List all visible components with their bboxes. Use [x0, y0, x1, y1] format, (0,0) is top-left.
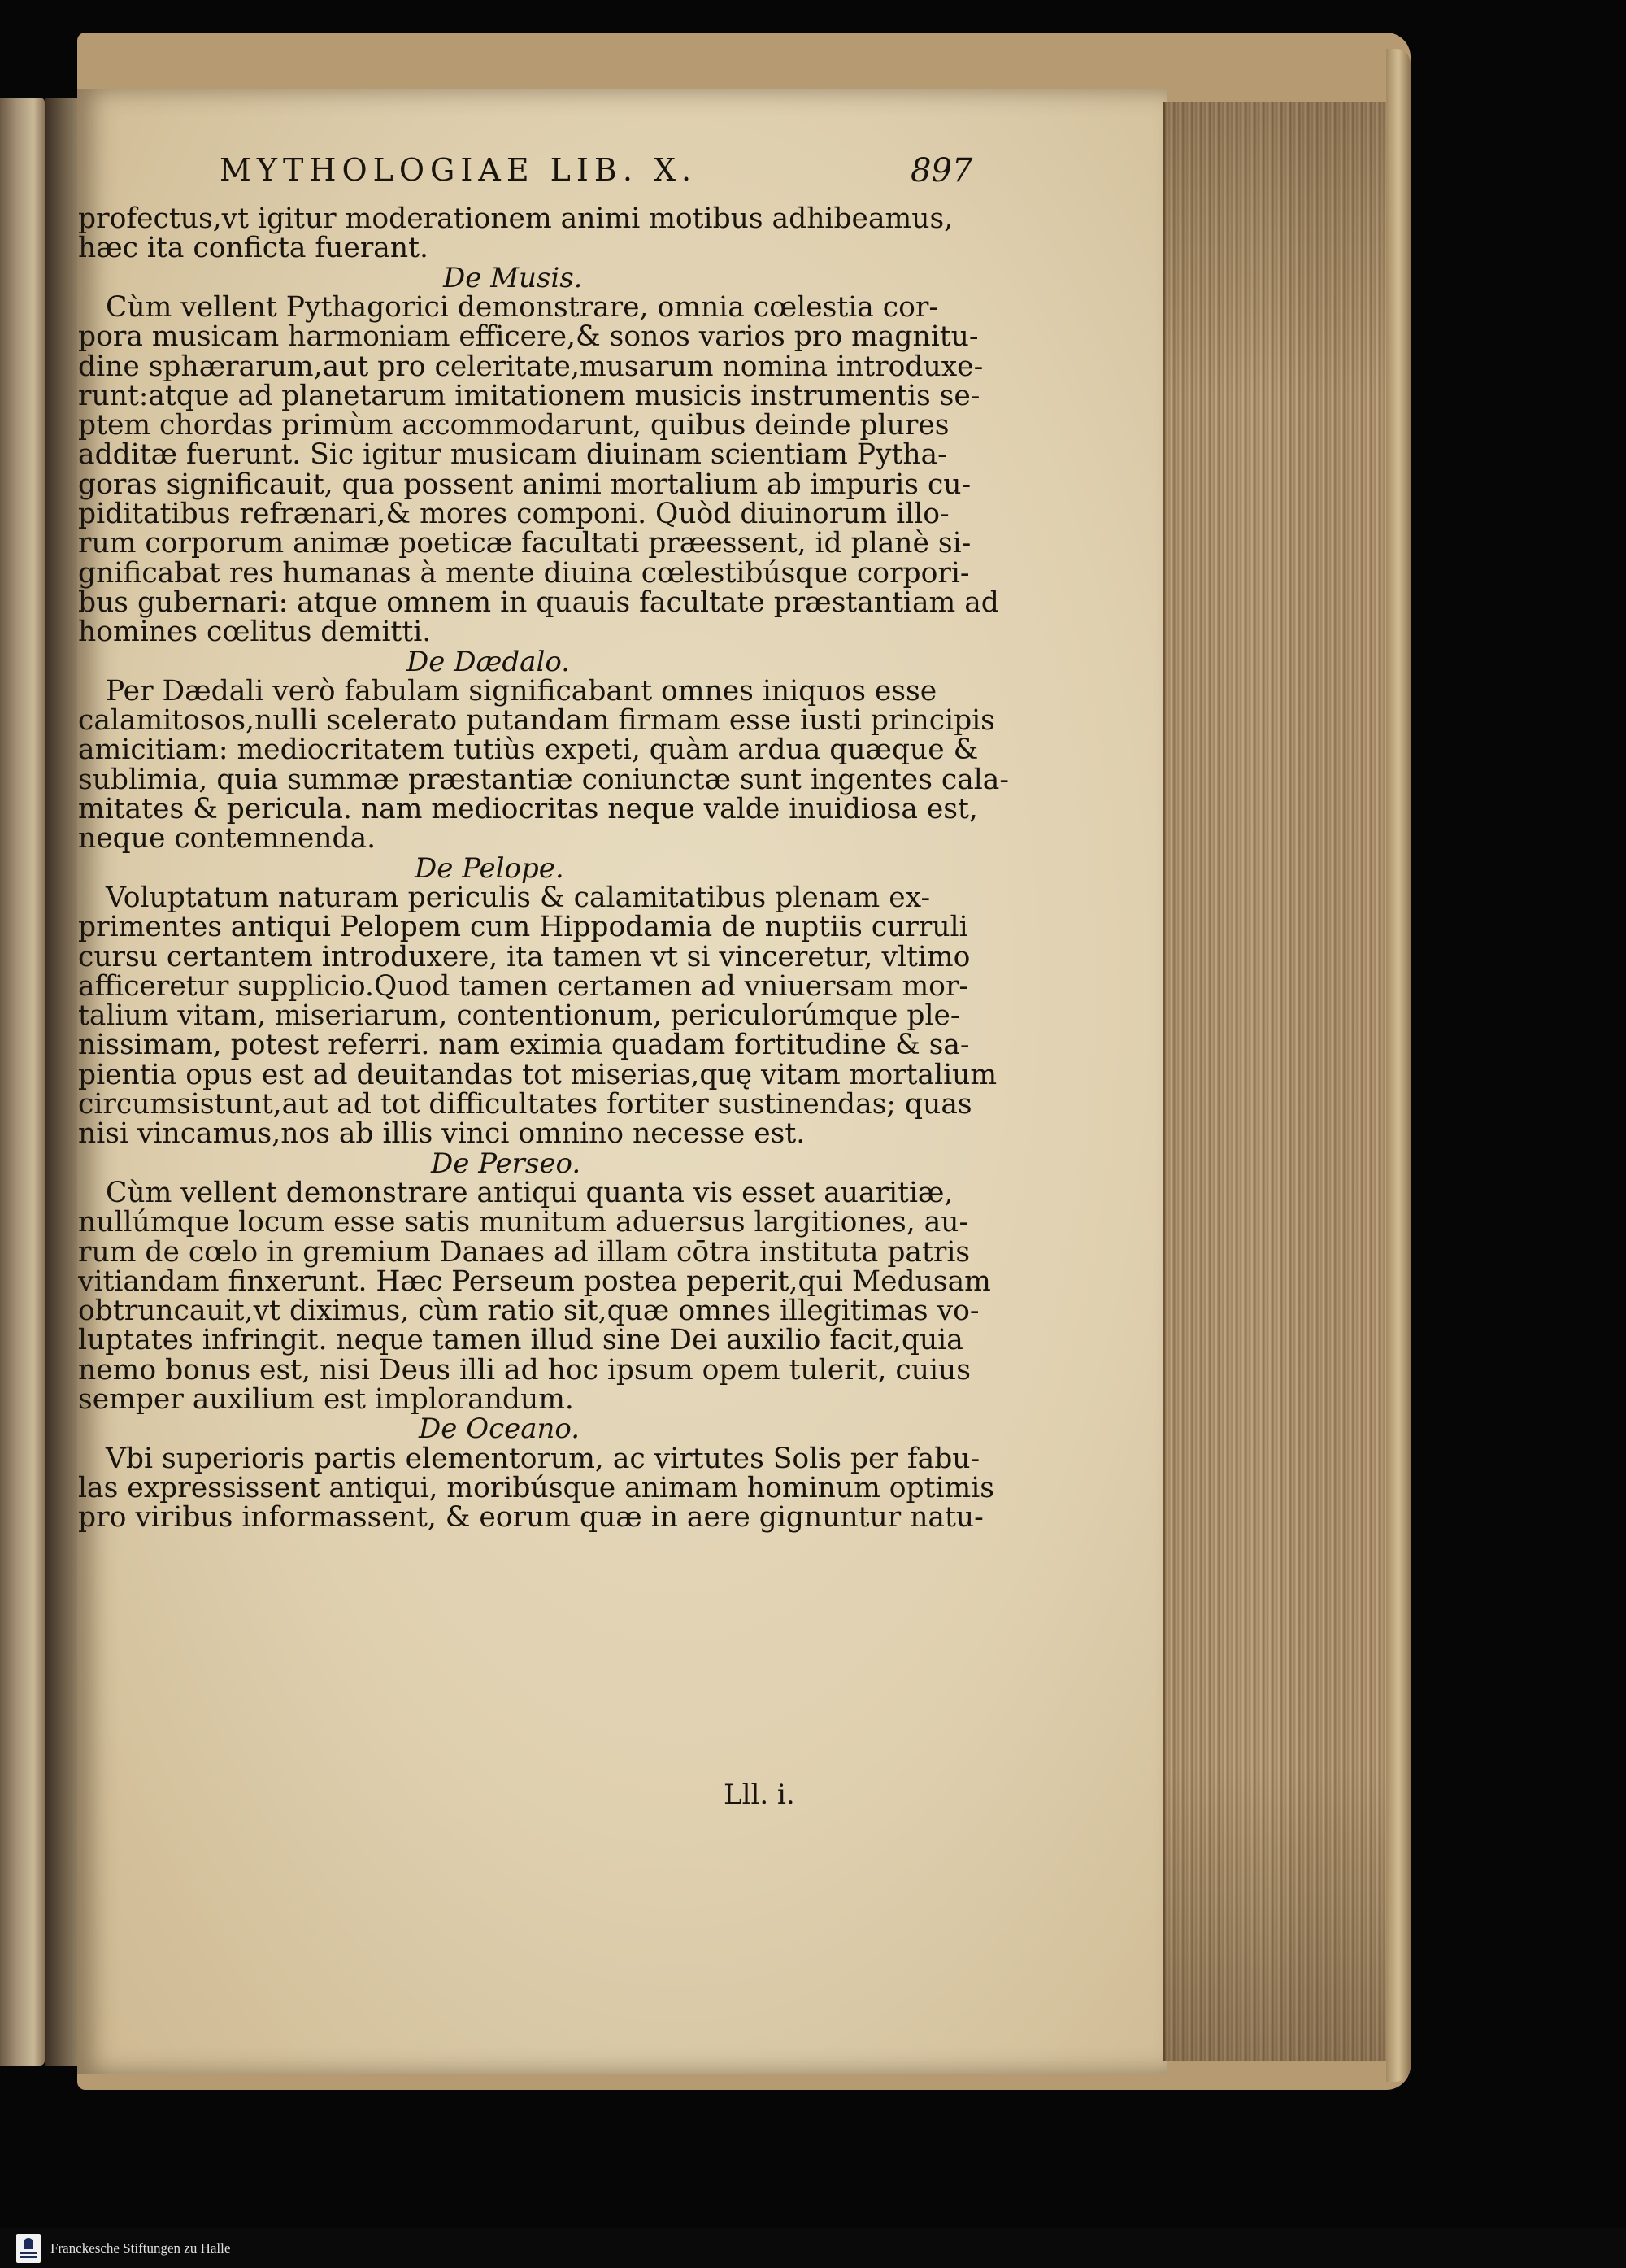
- section-heading: De Oceano.: [419, 1413, 580, 1446]
- text-line: gnificabat res humanas à mente diuina cœlestibúsque corpori-: [78, 556, 970, 590]
- text-line: nisi vincamus,nos ab illis vinci omnino necesse est.: [78, 1117, 806, 1151]
- text-line: Cùm vellent demonstrare antiqui quanta vis esset auaritiæ,: [106, 1176, 954, 1209]
- text-line: amicitiam: mediocritatem tutiùs expeti, quàm ardua quæque &: [78, 734, 979, 767]
- text-line: Voluptatum naturam periculis & calamitatibus plenam ex-: [106, 881, 931, 914]
- text-line: ptem chordas primùm accommodarunt, quibus deinde plures: [78, 409, 950, 442]
- text-line: profectus,vt igitur moderationem animi motibus adhibeamus,: [78, 202, 954, 235]
- institution-name: Franckesche Stiftungen zu Halle: [50, 2240, 231, 2256]
- text-line: pora musicam harmoniam efficere,& sonos varios pro magnitu-: [78, 320, 979, 354]
- text-line: Per Dædali verò fabulam significabant omnes iniquos esse: [106, 674, 937, 707]
- text-line: dine sphærarum,aut pro celeritate,musarum nomina introduxe-: [78, 350, 984, 383]
- text-line: mitates & pericula. nam mediocritas neque valde inuidiosa est,: [78, 793, 978, 825]
- running-head: MYTHOLOGIAE LIB. X.: [220, 152, 698, 188]
- text-line: Vbi superioris partis elementorum, ac virtutes Solis per fabu-: [106, 1442, 980, 1475]
- text-line: pro viribus informassent, & eorum quæ in aere gignuntur natu-: [78, 1501, 984, 1534]
- text-line: bus gubernari: atque omnem in quauis facultate præstantiam ad: [78, 586, 999, 619]
- section-heading: De Pelope.: [415, 851, 564, 885]
- text-line: nullúmque locum esse satis munitum aduersus largitiones, au-: [78, 1206, 969, 1239]
- text-line: cursu certantem introduxere, ita tamen vt si vinceretur, vltimo: [78, 940, 971, 973]
- section-heading: De Dædalo.: [406, 645, 570, 678]
- text-line: primentes antiqui Pelopem cum Hippodamia de nuptiis curruli: [78, 911, 968, 944]
- cover-board-edge: [1386, 49, 1411, 2082]
- text-line: vitiandam finxerunt. Hæc Perseum postea peperit,qui Medusam: [78, 1265, 991, 1298]
- text-line: luptates infringit. neque tamen illud sine Dei auxilio facit,quia: [78, 1324, 963, 1357]
- signature-mark: Lll. i.: [724, 1778, 795, 1811]
- text-line: piditatibus refrænari,& mores componi. Quòd diuinorum illo-: [78, 498, 950, 530]
- text-line: sublimia, quia summæ præstantiæ coniunctæ sunt ingentes cala-: [78, 763, 1010, 796]
- text-line: calamitosos,nulli scelerato putandam firmam esse iusti principis: [78, 704, 995, 738]
- page-number: 897: [911, 152, 973, 189]
- section-heading: De Perseo.: [431, 1147, 581, 1180]
- text-line: afficeretur supplicio.Quod tamen certamen ad vniuersam mor-: [78, 969, 969, 1003]
- fore-edge-shading: [1163, 102, 1390, 2061]
- footer-bar: [0, 2228, 1626, 2268]
- text-line: rum corporum animæ poeticæ facultati præessent, id planè si-: [78, 527, 972, 560]
- text-line: neque contemnenda.: [78, 822, 376, 855]
- text-line: circumsistunt,aut ad tot difficultates fortiter sustinendas; quas: [78, 1088, 972, 1121]
- text-line: rum de cœlo in gremium Danaes ad illam cōtra instituta patris: [78, 1235, 971, 1269]
- text-line: semper auxilium est implorandum.: [78, 1383, 574, 1416]
- text-line: hæc ita conficta fuerant.: [78, 232, 428, 265]
- section-heading: De Musis.: [443, 261, 583, 294]
- text-line: pientia opus est ad deuitandas tot miserias,quę vitam mortalium: [78, 1058, 998, 1091]
- text-line: additæ fuerunt. Sic igitur musicam diuinam scientiam Pytha-: [78, 438, 947, 472]
- text-line: nissimam, potest referri. nam eximia quadam fortitudine & sa-: [78, 1029, 970, 1062]
- text-line: Cùm vellent Pythagorici demonstrare, omnia cœlestia cor-: [106, 290, 939, 324]
- text-line: runt:atque ad planetarum imitationem musicis instrumentis se-: [78, 379, 980, 412]
- institution-logo-icon: [16, 2234, 41, 2263]
- text-line: las expressissent antiqui, moribúsque animam hominum optimis: [78, 1471, 994, 1504]
- text-line: talium vitam, miseriarum, contentionum, periculorúmque ple-: [78, 999, 960, 1033]
- text-line: homines cœlitus demitti.: [78, 616, 432, 649]
- text-line: nemo bonus est, nisi Deus illi ad hoc ipsum opem tulerit, cuius: [78, 1353, 971, 1386]
- spine-shadow: [45, 98, 77, 2066]
- left-facing-page-edge: [0, 98, 45, 2066]
- text-line: obtruncauit,vt diximus, cùm ratio sit,quæ omnes illegitimas vo-: [78, 1295, 980, 1328]
- text-line: goras significauit, qua possent animi mortalium ab impuris cu-: [78, 468, 972, 501]
